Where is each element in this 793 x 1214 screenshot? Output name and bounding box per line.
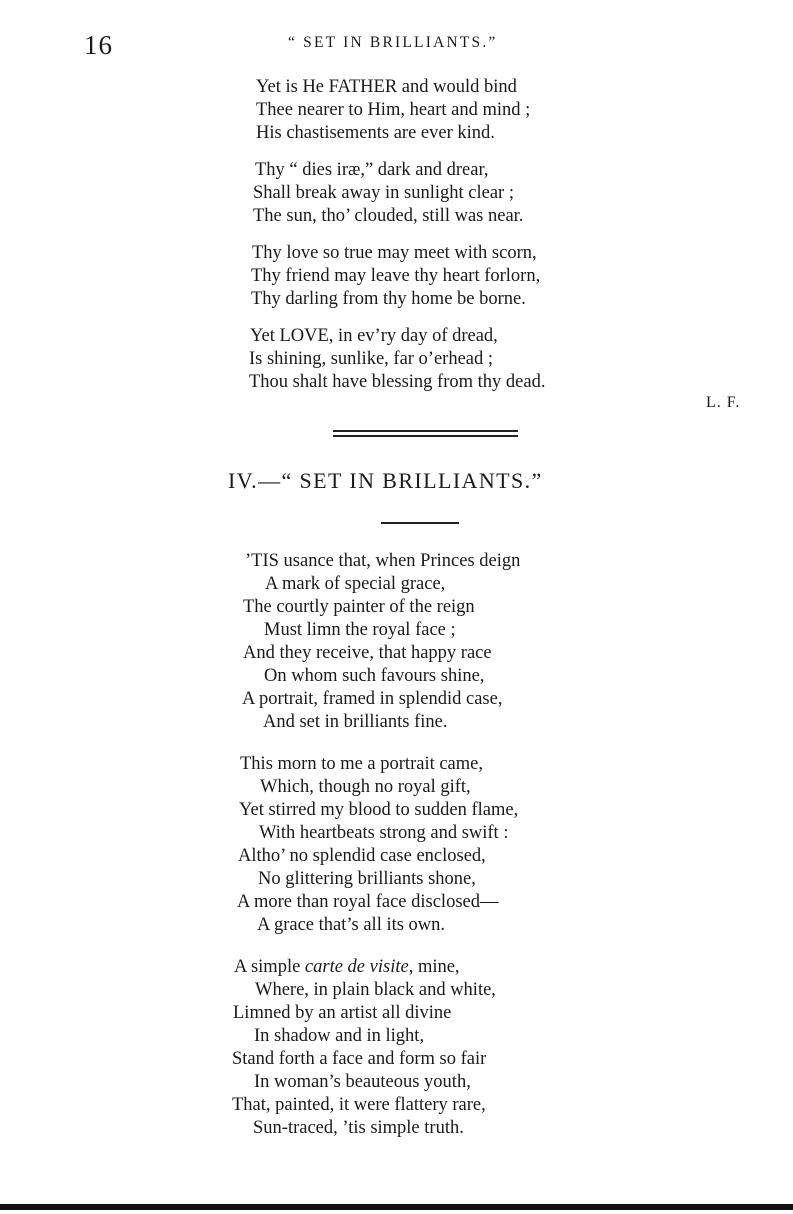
poem-line: Limned by an artist all divine (233, 1003, 452, 1023)
page-number: 16 (84, 30, 113, 60)
running-head: “ SET IN BRILLIANTS.” (288, 34, 498, 51)
page-bottom-edge (0, 1204, 793, 1210)
poem-line: Thy friend may leave thy heart forlorn, (251, 266, 541, 286)
poem-line: In woman’s beauteous youth, (254, 1072, 471, 1092)
poem-line: ’TIS usance that, when Princes deign (245, 551, 521, 571)
poem-line: His chastisements are ever kind. (256, 123, 495, 143)
poem-line: In shadow and in light, (254, 1026, 425, 1046)
poem-line: Must limn the royal face ; (264, 620, 456, 640)
poem-line: Thy love so true may meet with scorn, (252, 243, 537, 263)
author-signature: L. F. (706, 394, 741, 411)
section-title: IV.—“ SET IN BRILLIANTS.” (228, 468, 543, 493)
poem-line: A mark of special grace, (265, 574, 446, 594)
poem-line: A simple carte de visite, mine, (234, 957, 460, 977)
poem-line: And they receive, that happy race (243, 643, 492, 663)
poem-line: No glittering brilliants shone, (258, 869, 476, 889)
poem-line: Altho’ no splendid case enclosed, (238, 846, 486, 866)
poem-line: Is shining, sunlike, far o’erhead ; (249, 349, 494, 369)
poem-line: That, painted, it were flattery rare, (232, 1095, 486, 1115)
poem-line: Which, though no royal gift, (260, 777, 471, 797)
poem-line: Thy “ dies iræ,” dark and drear, (255, 160, 489, 180)
poem-line: Yet stirred my blood to sudden flame, (239, 800, 519, 820)
poem-line: Shall break away in sunlight clear ; (253, 183, 514, 203)
poem-line: Thy darling from thy home be borne. (251, 289, 526, 309)
divider-rule-top (333, 430, 518, 432)
poem-line: A portrait, framed in splendid case, (242, 689, 503, 709)
poem-line: The sun, tho’ clouded, still was near. (253, 206, 524, 226)
poem-line: Thee nearer to Him, heart and mind ; (256, 100, 531, 120)
poem-line: Stand forth a face and form so fair (232, 1049, 487, 1069)
poem-line: And set in brilliants fine. (263, 712, 448, 732)
title-underline (381, 522, 459, 524)
poem-line: A grace that’s all its own. (257, 915, 446, 935)
poem-line: Yet is He FATHER and would bind (256, 77, 517, 97)
carte-de-visite-italic: carte de visite (304, 957, 409, 977)
poem-line: Where, in plain black and white, (255, 980, 496, 1000)
poem-line: On whom such favours shine, (264, 666, 485, 686)
poem-line: This morn to me a portrait came, (240, 754, 483, 774)
poem-line: Sun-traced, ’tis simple truth. (253, 1118, 464, 1138)
poem-line: Yet LOVE, in ev’ry day of dread, (250, 326, 498, 346)
poem-line: Thou shalt have blessing from thy dead. (249, 372, 546, 392)
poem-line: With heartbeats strong and swift : (259, 823, 509, 843)
poem-line: The courtly painter of the reign (243, 597, 475, 617)
poem-line: A more than royal face disclosed— (237, 892, 499, 912)
divider-rule-bottom (333, 435, 518, 437)
